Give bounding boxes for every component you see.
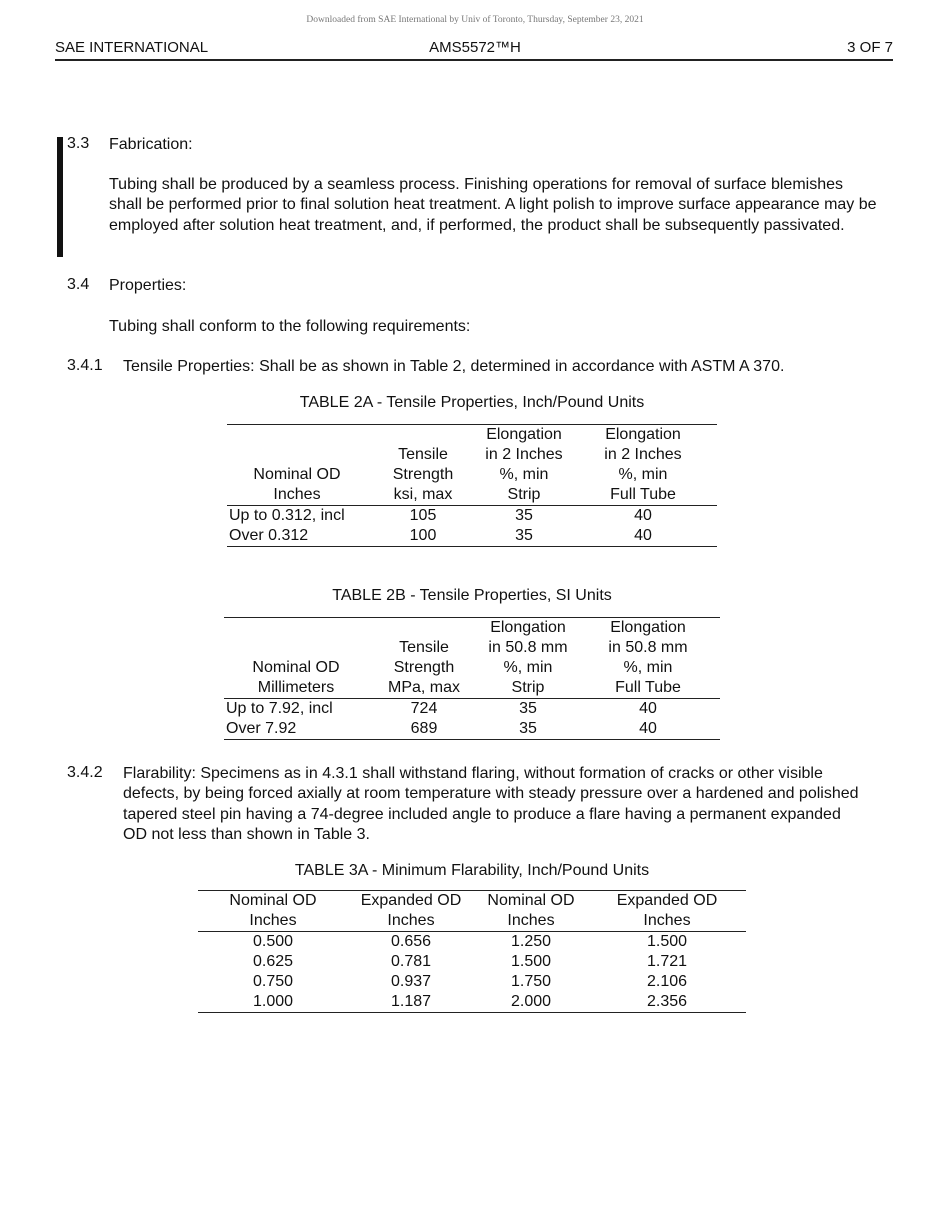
table-cell: Up to 7.92, incl: [226, 700, 333, 717]
table-cell: 35: [515, 507, 533, 524]
table-header-cell: Nominal OD: [252, 659, 340, 676]
table-cell: 0.750: [252, 973, 294, 990]
table-cell: 2.106: [646, 973, 688, 990]
table-cell: 1.000: [198, 992, 348, 1013]
table-header-cell: Expanded OD: [588, 891, 746, 912]
table-header-cell: %, min: [618, 466, 668, 483]
section-3-4-2-number: 3.4.2: [67, 764, 103, 781]
section-3-4-1-number: 3.4.1: [67, 357, 103, 374]
table-cell: 0.781: [390, 953, 432, 970]
section-3-3-number: 3.3: [67, 135, 90, 152]
table-header-cell: Elongation: [479, 425, 569, 446]
table-header-row: [227, 485, 717, 506]
header-publisher: SAE INTERNATIONAL: [55, 39, 209, 56]
table-row: [198, 932, 746, 953]
table-header-cell: in 2 Inches: [604, 446, 682, 463]
section-3-4-body: Tubing shall conform to the following requirements:: [109, 318, 471, 335]
table-cell: 1.250: [510, 933, 552, 950]
table-header-cell: Inches: [348, 911, 474, 932]
table-header-cell: Elongation: [569, 425, 717, 446]
table-cell: 1.750: [510, 973, 552, 990]
table-cell: 35: [519, 700, 537, 717]
table-header-cell: in 50.8 mm: [608, 639, 688, 656]
table-header-cell: [368, 618, 480, 639]
table-row: [227, 526, 717, 547]
table-header-cell: %, min: [499, 466, 549, 483]
change-bar: [57, 137, 63, 257]
table-header-cell: Strength: [392, 466, 454, 483]
table-header-cell: [224, 638, 368, 658]
table-cell: 1.500: [510, 953, 552, 970]
table-cell: 105: [409, 507, 437, 524]
table-cell: 40: [576, 719, 720, 740]
table-header-row: [224, 638, 720, 658]
table-header-cell: Inches: [588, 911, 746, 932]
table-cell: 724: [410, 700, 438, 717]
table-header-cell: Nominal OD: [198, 891, 348, 912]
table-header-cell: [367, 425, 479, 446]
table-header-cell: Inches: [227, 485, 367, 506]
table-header-row: [227, 445, 717, 465]
table-header-row: [224, 658, 720, 678]
table-header-cell: Full Tube: [569, 485, 717, 506]
table-header-cell: Inches: [474, 911, 588, 932]
table-header-cell: Strength: [393, 659, 455, 676]
table-header-row: [227, 425, 717, 446]
table-header-row: [198, 891, 746, 912]
table-header-row: [198, 911, 746, 932]
table-header-cell: Elongation: [576, 618, 720, 639]
table-cell: 2.000: [474, 992, 588, 1013]
table-cell: 0.656: [390, 933, 432, 950]
table-cell: Over 0.312: [227, 526, 367, 547]
table-header-row: [224, 618, 720, 639]
table-cell: 2.356: [588, 992, 746, 1013]
section-3-4-title: Properties:: [109, 277, 187, 294]
section-3-4-1-body: Tensile Properties: Shall be as shown in Table 2, determined in accordance with ASTM A 370.: [123, 358, 785, 375]
download-notice: Downloaded from SAE International by Univ of Toronto, Thursday, September 23, 2021: [306, 15, 644, 25]
table-2b-caption: TABLE 2B - Tensile Properties, SI Units: [332, 587, 612, 604]
section-3-4-number: 3.4: [67, 276, 90, 293]
table-2a: [227, 424, 717, 547]
header-page-number: 3 OF 7: [847, 39, 893, 56]
table-header-cell: [227, 445, 367, 465]
table-row: [224, 699, 720, 720]
table-cell: 35: [480, 719, 576, 740]
table-header-cell: Millimeters: [224, 678, 368, 699]
section-3-3-body: Tubing shall be produced by a seamless process. Finishing operations for removal of surface blemishes shall be performed prior to final solution heat treatment. A light polish to improve surface appearance may be employed after solution heat treatment, and, if performed, the product shall be subsequently passivated.: [109, 176, 877, 234]
table-cell: 100: [367, 526, 479, 547]
table-cell: 35: [479, 526, 569, 547]
table-header-cell: Nominal OD: [253, 466, 341, 483]
table-header-cell: Tensile: [399, 639, 449, 656]
table-header-cell: ksi, max: [367, 485, 479, 506]
table-header-cell: [224, 618, 368, 639]
table-header-cell: in 50.8 mm: [488, 639, 568, 656]
table-cell: 1.187: [348, 992, 474, 1013]
header-rule: [55, 59, 893, 61]
table-header-cell: MPa, max: [368, 678, 480, 699]
table-3a-caption: TABLE 3A - Minimum Flarability, Inch/Pound Units: [294, 862, 650, 879]
table-cell: 1.721: [646, 953, 688, 970]
table-2a-caption: TABLE 2A - Tensile Properties, Inch/Pound Units: [299, 394, 645, 411]
table-row: [198, 952, 746, 972]
table-cell: 1.500: [646, 933, 688, 950]
table-2b: [224, 617, 720, 740]
table-header-cell: Strip: [480, 678, 576, 699]
table-cell: Up to 0.312, incl: [229, 507, 345, 524]
table-cell: 0.937: [390, 973, 432, 990]
table-header-cell: Full Tube: [576, 678, 720, 699]
table-header-row: [224, 678, 720, 699]
table-row: [224, 719, 720, 740]
table-row: [198, 992, 746, 1013]
table-cell: 0.500: [252, 933, 294, 950]
table-header-cell: [227, 425, 367, 446]
section-3-3-title: Fabrication:: [109, 136, 193, 153]
table-3a: [198, 890, 746, 1013]
table-cell: Over 7.92: [224, 719, 368, 740]
table-header-cell: %, min: [623, 659, 673, 676]
table-header-cell: %, min: [503, 659, 553, 676]
table-header-cell: in 2 Inches: [485, 446, 563, 463]
header-doc-id: AMS5572™H: [429, 39, 521, 56]
table-header-cell: Inches: [198, 911, 348, 932]
section-3-4-2-body: Flarability: Specimens as in 4.3.1 shall withstand flaring, without formation of cracks or other visible defects, by being forced axially at room temperature with steady pressure over a hardened and polished tapered steel pin having a 74-degree included angle to produce a flare having a permanent expanded OD not less than shown in Table 3.: [123, 765, 859, 843]
table-header-cell: Elongation: [480, 618, 576, 639]
table-header-cell: Nominal OD: [474, 891, 588, 912]
table-cell: 40: [569, 526, 717, 547]
table-row: [227, 506, 717, 527]
table-cell: 40: [639, 700, 657, 717]
table-header-cell: Expanded OD: [348, 891, 474, 912]
table-cell: 689: [368, 719, 480, 740]
table-cell: 40: [634, 507, 652, 524]
table-header-cell: Strip: [479, 485, 569, 506]
table-header-row: [227, 465, 717, 485]
table-cell: 0.625: [252, 953, 294, 970]
table-row: [198, 972, 746, 992]
table-header-cell: Tensile: [398, 446, 448, 463]
